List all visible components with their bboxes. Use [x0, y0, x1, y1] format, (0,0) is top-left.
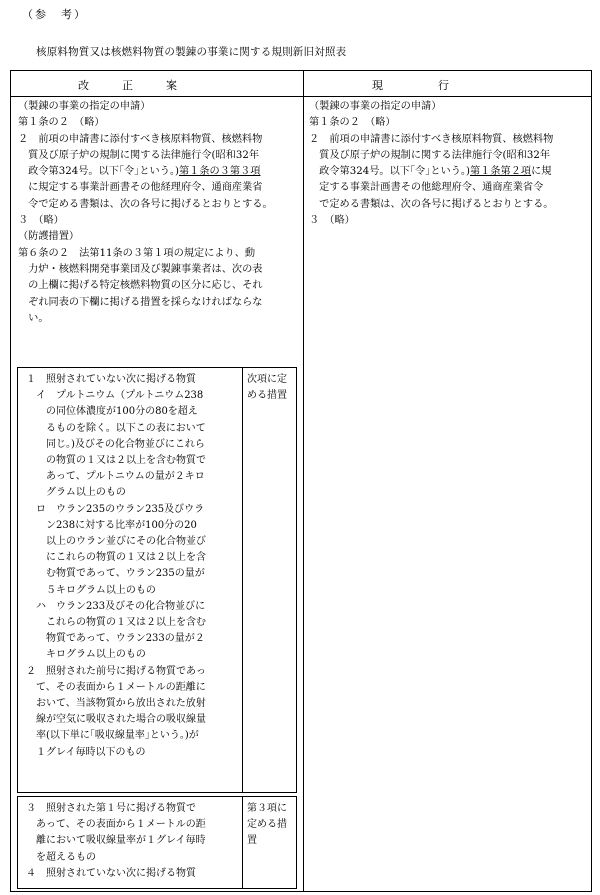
table-row: 離において吸収線量率が１グレイ毎時 — [26, 835, 206, 847]
measures-table-1-materials — [26, 372, 206, 761]
revised-line: （防護措置） — [18, 231, 80, 243]
table-row: キログラム以上のもの — [26, 649, 146, 661]
revised-line: の上欄に掲げる特定核燃料物質の区分に応じ、それ — [18, 280, 263, 292]
revised-line: （製錬の事業の指定の申請） — [18, 101, 151, 112]
column-divider — [303, 70, 304, 892]
table-row: これらの物質の１又は２以上を含む — [26, 617, 206, 629]
revised-line: ２ 前項の申請書に添付すべき核原料物質、核燃料物 — [18, 133, 263, 145]
table-row: を超えるもの — [26, 851, 96, 863]
revised-amended-clause: 第１条の３第３項 — [178, 166, 261, 178]
table-row: イ プルトニウム（プルトニウム238 — [26, 390, 204, 402]
revised-line: ３ （略） — [18, 215, 64, 227]
revised-line: い。 — [18, 312, 49, 324]
measures-table-2-measure — [247, 801, 287, 849]
table-row: 線が空気に吸収された場合の吸収線量 — [26, 714, 206, 726]
table-row: 物質であって、ウラン233の量が２ — [26, 633, 205, 645]
table-row: ５キログラム以上のもの — [26, 584, 156, 596]
current-line: （製錬の事業の指定の申請） — [309, 101, 442, 112]
current-line-suffix: に規 — [531, 166, 552, 178]
current-column-header: 現 行 — [372, 79, 449, 92]
table-row: ロ ウラン235のウラン235及びウラ — [26, 503, 205, 515]
measures-table-2-materials — [26, 801, 206, 882]
table-row: ４ 照射されていない次に掲げる物質 — [26, 867, 196, 879]
table-row: 率(以下単に｢吸収線量率｣という。)が — [26, 730, 199, 742]
revised-line: に規定する事業計画書その他経理府令、通商産業省 — [18, 182, 263, 194]
table-row: の同位体濃度が100分の80を超え — [26, 406, 198, 418]
table-cell: 第３項に — [247, 803, 287, 814]
table-row: ン238に対する比率が100分の20 — [26, 519, 197, 531]
revised-column-header: 改 正 案 — [78, 79, 177, 92]
table-row: るものを除く。以下この表において — [26, 422, 206, 434]
measures-table-1-divider — [242, 368, 243, 792]
revised-column-text — [18, 99, 300, 327]
current-line: ３ （略） — [309, 215, 355, 227]
revised-line: 力炉・核燃料開発事業団及び製錬事業者は、次の表 — [18, 263, 263, 275]
current-line-text: 政令第324号。以下｢令｣という。) — [309, 166, 470, 178]
table-row: １ 照射されていない次に掲げる物質 — [26, 374, 196, 385]
revised-line: 第６条の２ 法第11条の３第１項の規定により、動 — [18, 247, 256, 259]
current-line: で定める書類は、次の各号に掲げるとおりとする。 — [309, 198, 554, 210]
table-row: にこれらの物質の１又は２以上を含 — [26, 552, 206, 564]
current-line: 第１条の２ （略） — [309, 117, 396, 129]
revised-line-text: 政令第324号。以下｢令｣という。) — [18, 166, 179, 178]
reference-label: （参 考） — [22, 8, 87, 21]
revised-line: 質及び原子炉の規制に関する法律施行令(昭和32年 — [18, 149, 260, 161]
revised-line: 令で定める書類は、次の各号に掲げるとおりとする。 — [18, 198, 273, 210]
current-line: 質及び原子炉の規制に関する法律施行令(昭和32年 — [309, 149, 551, 161]
header-divider — [10, 96, 592, 97]
table-row: む物質であって、ウラン235の量が — [26, 568, 205, 580]
table-row: あって、プルトニウムの量が２キロ — [26, 471, 205, 483]
measures-table-1 — [17, 367, 297, 793]
table-cell: 置 — [247, 835, 257, 846]
table-row: あって、その表面から１メートルの距 — [26, 819, 206, 831]
revised-line: 第１条の２ （略） — [18, 117, 105, 129]
measures-table-2-divider — [242, 797, 243, 888]
current-column-text — [309, 99, 589, 229]
measures-table-1-measure — [247, 372, 287, 404]
table-cell: 定める措 — [247, 819, 287, 830]
table-row: １グレイ毎時以下のもの — [26, 746, 146, 758]
table-row: 同じ。)及びその化合物並びにこれら — [26, 438, 205, 450]
current-line: ２ 前項の申請書に添付すべき核原料物質、核燃料物 — [309, 133, 554, 145]
table-row: の物質の１又は２以上を含む物質で — [26, 455, 206, 467]
measures-table-2 — [17, 796, 297, 889]
current-line: 定する事業計画書その他総理府令、通商産業省令 — [309, 182, 544, 194]
current-line — [309, 164, 589, 180]
revised-line — [18, 164, 300, 180]
table-row: て、その表面から１メートルの距離に — [26, 681, 206, 693]
table-row: 以上のウラン並びにその化合物並び — [26, 536, 206, 548]
table-row: ３ 照射された第１号に掲げる物質で — [26, 803, 196, 814]
table-row: ２ 照射された前号に掲げる物質であっ — [26, 665, 206, 677]
table-row: グラム以上のもの — [26, 487, 126, 499]
table-row: ハ ウラン233及びその化合物並びに — [26, 600, 206, 612]
table-cell: 次項に定 — [247, 374, 287, 385]
document-title: 核原料物質又は核燃料物質の製錬の事業に関する規則新旧対照表 — [36, 46, 347, 58]
table-row: おいて、当該物質から放出された放射 — [26, 698, 206, 710]
table-cell: める措置 — [247, 390, 287, 401]
current-amended-clause: 第１条第２項 — [469, 166, 532, 178]
revised-line: ぞれ同表の下欄に掲げる措置を採らなければならな — [18, 296, 263, 308]
